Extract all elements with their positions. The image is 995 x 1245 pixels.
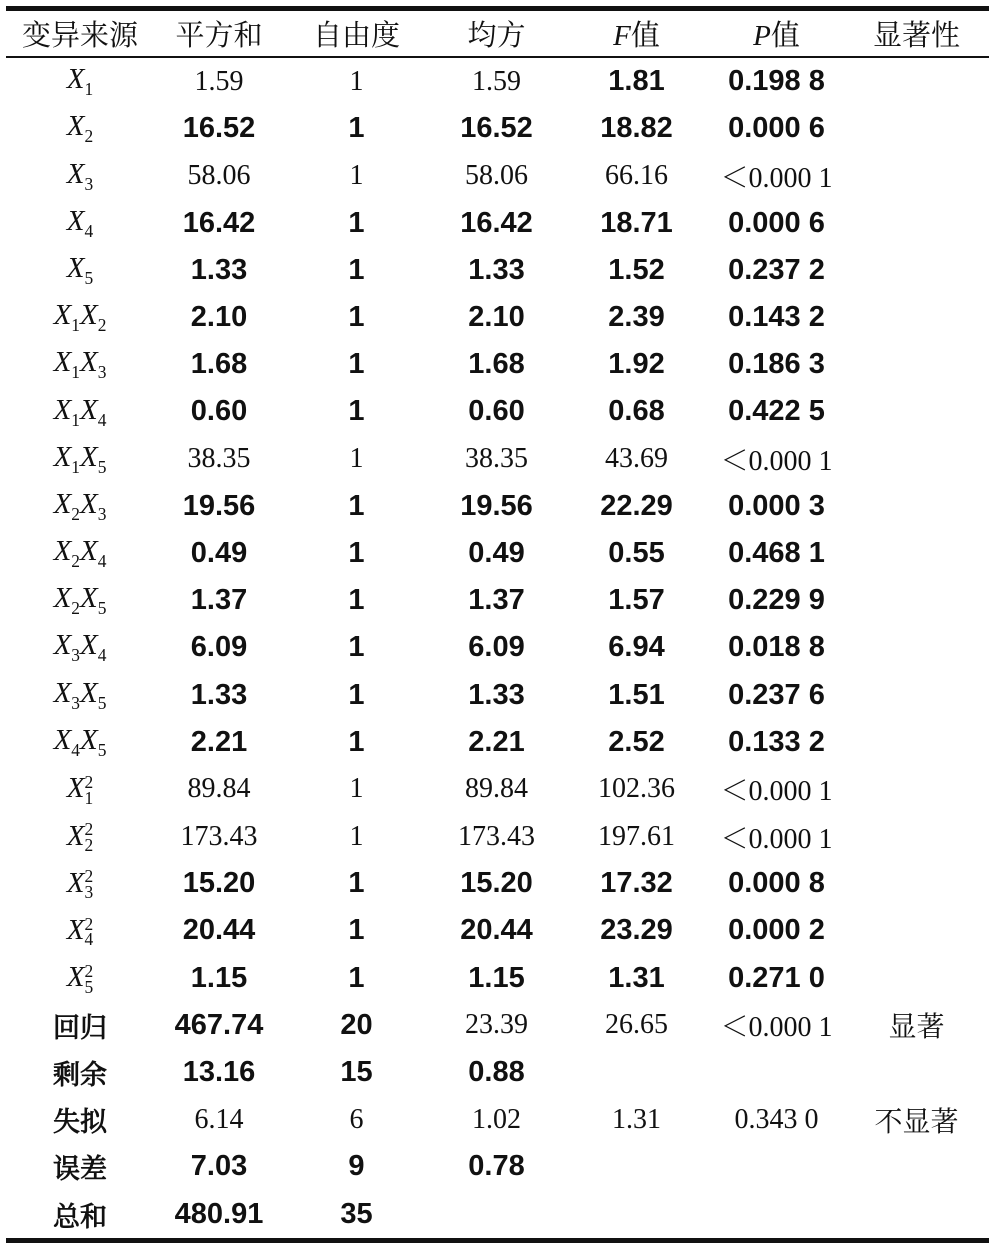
table-row <box>6 530 989 577</box>
cell-df: 1 <box>348 536 365 569</box>
header-f-value: F值 <box>613 18 660 52</box>
cell-ms: 1.33 <box>468 678 525 711</box>
cell-df: 1 <box>348 867 365 900</box>
table-row <box>6 294 989 341</box>
cell-df: 1 <box>348 489 365 522</box>
cell-ss: 58.06 <box>187 159 251 191</box>
cell-ms: 2.21 <box>468 725 525 758</box>
cell-df: 1 <box>348 112 365 145</box>
cell-p: 0.000 6 <box>728 206 825 239</box>
table-row <box>6 907 989 954</box>
table-row <box>6 1096 989 1143</box>
table-row <box>6 577 989 624</box>
anova-table <box>6 6 989 1243</box>
cell-f: 23.29 <box>600 914 673 947</box>
cell-ms: 1.02 <box>472 1103 521 1135</box>
cell-p: 0.186 3 <box>728 348 825 381</box>
cell-ms: 20.44 <box>460 914 533 947</box>
table-row <box>6 671 989 718</box>
cell-ms: 0.49 <box>468 536 525 569</box>
cell-f: 197.61 <box>598 820 675 852</box>
cell-p: 0.143 2 <box>728 301 825 334</box>
cell-source: $X_1X_3$ <box>53 346 107 383</box>
cell-ms: 38.35 <box>465 443 528 475</box>
cell-ms: 16.42 <box>460 206 533 239</box>
cell-p: ＜0.000 1 <box>720 776 833 808</box>
table-row <box>6 200 989 247</box>
cell-source: $X_2X_4$ <box>53 535 107 571</box>
cell-p: 0.237 2 <box>728 253 825 286</box>
cell-source: 回归 <box>53 1012 107 1044</box>
cell-source: $X_3X_4$ <box>53 629 107 666</box>
cell-ms: 1.33 <box>468 253 525 286</box>
cell-p: 0.000 6 <box>728 112 825 145</box>
table-row <box>6 1191 989 1238</box>
cell-f: 18.71 <box>600 206 673 239</box>
cell-f: 1.31 <box>612 1103 661 1135</box>
cell-source: 剩余 <box>53 1060 107 1092</box>
cell-df: 1 <box>349 820 364 852</box>
cell-f: 2.52 <box>608 725 665 758</box>
cell-df: 1 <box>348 253 365 286</box>
header-source: 变异来源 <box>21 18 138 52</box>
cell-df: 1 <box>348 584 365 617</box>
cell-source: $X_2$ <box>66 110 94 147</box>
cell-ms: 15.20 <box>460 867 533 900</box>
table-row <box>6 766 989 813</box>
cell-df: 1 <box>348 914 365 947</box>
cell-ss: 19.56 <box>182 489 256 522</box>
header-mean-square: 均方 <box>467 18 526 52</box>
cell-df: 1 <box>348 678 365 711</box>
cell-ss: 1.33 <box>190 678 248 711</box>
cell-ms: 1.37 <box>468 584 525 617</box>
cell-f: 1.92 <box>608 348 665 381</box>
cell-source: $X_1X_2$ <box>53 299 107 335</box>
cell-df: 1 <box>348 631 365 664</box>
cell-p: 0.018 8 <box>728 631 825 664</box>
cell-ss: 0.49 <box>190 536 248 569</box>
cell-p: 0.422 5 <box>728 395 825 428</box>
table-body <box>6 58 989 1238</box>
cell-f: 102.36 <box>598 773 675 805</box>
cell-ms: 2.10 <box>468 301 525 334</box>
cell-df: 20 <box>340 1008 373 1041</box>
table-row <box>6 388 989 435</box>
cell-f: 1.81 <box>608 65 665 98</box>
cell-p: 0.468 1 <box>728 536 825 569</box>
cell-source: $X_4X_5$ <box>53 723 107 760</box>
cell-source: $X_3$ <box>66 157 94 194</box>
cell-source: X 2 2 <box>66 819 94 855</box>
table-row <box>6 436 989 483</box>
cell-p: ＜0.000 1 <box>720 446 833 478</box>
cell-ss: 15.20 <box>182 867 256 900</box>
cell-f: 22.29 <box>600 489 673 522</box>
cell-ss: 6.14 <box>194 1103 244 1135</box>
header-significance: 显著性 <box>872 18 960 52</box>
cell-source: X 2 4 <box>66 913 94 950</box>
cell-source: 误差 <box>53 1154 107 1186</box>
table-row <box>6 860 989 907</box>
table-bottom-rule <box>6 1238 989 1243</box>
cell-ss: 480.91 <box>174 1197 264 1230</box>
cell-df: 1 <box>348 725 365 758</box>
cell-p: ＜0.000 1 <box>720 823 833 855</box>
cell-ms: 23.39 <box>465 1009 528 1041</box>
cell-df: 1 <box>348 206 365 239</box>
cell-ss: 7.03 <box>190 1150 248 1183</box>
cell-ss: 173.43 <box>180 820 258 852</box>
cell-ss: 89.84 <box>187 773 251 805</box>
cell-p: 0.000 8 <box>728 867 825 900</box>
header-sum-of-squares: 平方和 <box>175 18 263 52</box>
cell-f: 6.94 <box>608 631 665 664</box>
cell-source: X 2 3 <box>66 866 94 903</box>
cell-p: 0.237 6 <box>728 678 825 711</box>
cell-df: 6 <box>349 1103 364 1135</box>
table-row <box>6 152 989 199</box>
cell-ss: 38.35 <box>187 443 251 475</box>
cell-ms: 1.59 <box>472 65 521 97</box>
table-header-row <box>6 11 989 56</box>
cell-sig: 显著 <box>888 1010 945 1044</box>
table-row <box>6 719 989 766</box>
cell-source: $X_2X_3$ <box>53 487 107 524</box>
cell-source: $X_1X_4$ <box>53 393 107 430</box>
cell-ms: 16.52 <box>460 112 533 145</box>
table-row <box>6 1143 989 1190</box>
cell-ss: 1.68 <box>190 348 248 381</box>
cell-ss: 16.52 <box>182 112 256 145</box>
cell-ms: 19.56 <box>460 489 533 522</box>
table-row <box>6 483 989 530</box>
cell-ss: 2.10 <box>190 301 248 334</box>
cell-source: X 2 1 <box>66 772 94 808</box>
cell-ss: 6.09 <box>190 631 248 664</box>
cell-source: $X_1$ <box>66 63 94 99</box>
cell-source: X 2 5 <box>66 960 94 997</box>
cell-f: 18.82 <box>600 112 673 145</box>
cell-p: 0.000 2 <box>728 914 825 947</box>
table-row <box>6 341 989 388</box>
cell-f: 66.16 <box>605 159 668 191</box>
cell-df: 1 <box>349 773 364 805</box>
cell-f: 26.65 <box>605 1009 668 1041</box>
cell-f: 2.39 <box>608 301 665 334</box>
table-row <box>6 955 989 1002</box>
cell-df: 15 <box>340 1056 373 1089</box>
cell-df: 1 <box>348 301 365 334</box>
cell-ss: 1.15 <box>190 961 248 994</box>
table-row <box>6 813 989 860</box>
header-p-value: P值 <box>753 18 800 52</box>
cell-source: $X_3X_5$ <box>53 676 107 713</box>
cell-f: 1.51 <box>608 678 665 711</box>
cell-f: 1.57 <box>608 584 665 617</box>
cell-sig: 不显著 <box>874 1104 959 1138</box>
cell-source: 总和 <box>53 1201 107 1233</box>
cell-ss: 1.59 <box>194 65 244 97</box>
cell-ms: 6.09 <box>468 631 525 664</box>
cell-ss: 0.60 <box>190 395 248 428</box>
cell-df: 1 <box>349 159 364 191</box>
cell-source: $X_4$ <box>66 204 94 241</box>
cell-ss: 16.42 <box>182 206 256 239</box>
cell-p: 0.343 0 <box>734 1103 819 1135</box>
cell-df: 1 <box>348 348 365 381</box>
cell-f: 1.31 <box>608 961 665 994</box>
cell-ms: 0.78 <box>468 1150 525 1183</box>
cell-ms: 0.88 <box>468 1056 525 1089</box>
cell-p: 0.229 9 <box>728 584 825 617</box>
cell-ss: 467.74 <box>174 1008 264 1041</box>
cell-p: 0.198 8 <box>728 65 825 98</box>
cell-ms: 89.84 <box>465 773 528 805</box>
cell-df: 1 <box>348 395 365 428</box>
table-row <box>6 247 989 294</box>
cell-source: 失拟 <box>53 1107 107 1139</box>
cell-ms: 1.68 <box>468 348 525 381</box>
cell-p: 0.271 0 <box>728 961 825 994</box>
cell-ss: 13.16 <box>182 1056 256 1089</box>
cell-f: 1.52 <box>608 253 665 286</box>
header-degrees-of-freedom: 自由度 <box>312 18 400 52</box>
cell-df: 1 <box>349 65 364 97</box>
cell-ss: 2.21 <box>190 725 248 758</box>
cell-source: $X_2X_5$ <box>53 582 107 619</box>
cell-p: ＜0.000 1 <box>720 1012 833 1044</box>
cell-f: 0.55 <box>608 536 665 569</box>
cell-f: 17.32 <box>600 867 673 900</box>
cell-df: 1 <box>348 961 365 994</box>
cell-ms: 0.60 <box>468 395 525 428</box>
cell-ms: 58.06 <box>465 159 528 191</box>
cell-source: $X_1X_5$ <box>53 440 107 477</box>
cell-source: $X_5$ <box>66 251 94 288</box>
cell-p: ＜0.000 1 <box>720 162 833 194</box>
table-row <box>6 1049 989 1096</box>
table-row <box>6 58 989 105</box>
cell-p: 0.133 2 <box>728 725 825 758</box>
cell-df: 35 <box>340 1197 373 1230</box>
cell-ms: 1.15 <box>468 961 525 994</box>
cell-ss: 1.37 <box>190 584 248 617</box>
cell-df: 1 <box>349 443 364 475</box>
cell-df: 9 <box>348 1150 365 1183</box>
table-row <box>6 1002 989 1049</box>
table-row <box>6 105 989 152</box>
cell-ss: 1.33 <box>190 253 248 286</box>
cell-ms: 173.43 <box>458 820 535 852</box>
table-row <box>6 624 989 671</box>
cell-ss: 20.44 <box>182 914 256 947</box>
cell-p: 0.000 3 <box>728 489 825 522</box>
cell-f: 43.69 <box>605 443 668 475</box>
cell-f: 0.68 <box>608 395 665 428</box>
